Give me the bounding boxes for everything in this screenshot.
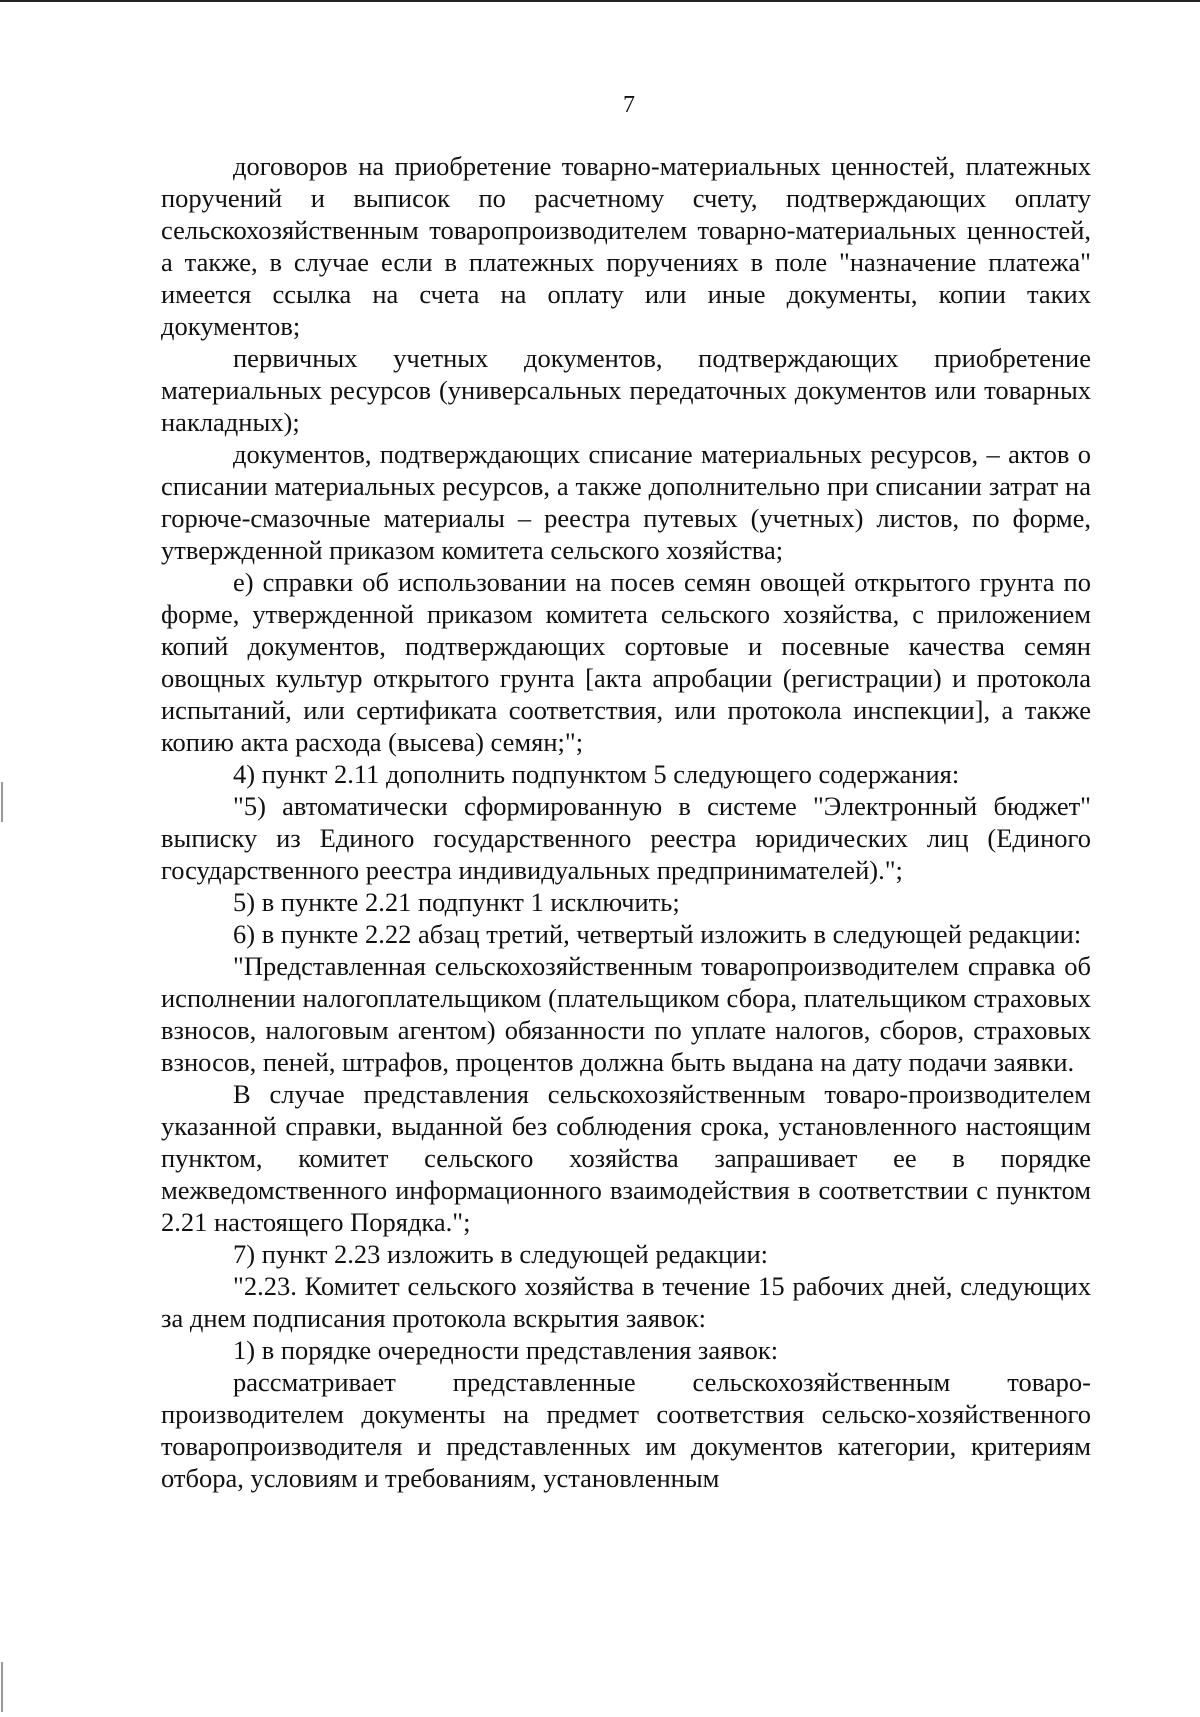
- paragraph: е) справки об использовании на посев семян овощей открытого грунта по форме, утвержденной приказом комитета сельского хозяйства, с приложением копий документов, подтверждающих сортовые и посевные качества семян овощных культур открытого грунта [акта апробации (регистрации) и протокола испытаний, или сертификата соответствия, или протокола инспекции], а также копию акта расхода (высева) семян;";: [161, 567, 1091, 757]
- paragraph: договоров на приобретение товарно-материальных ценностей, платежных поручений и выписок по расчетному счету, подтверждающих оплату сельскохозяйственным товаропроизводителем товарно-материальных ценностей, а также, в случае если в платежных поручениях в поле "назначение платежа" имеется ссылка на счета на оплату или иные документы, копии таких документов;: [161, 151, 1091, 341]
- page-number: 7: [623, 92, 635, 118]
- paragraph: "2.23. Комитет сельского хозяйства в течение 15 рабочих дней, следующих за днем подписания протокола вскрытия заявок:: [161, 1271, 1091, 1333]
- paragraph: "Представленная сельскохозяйственным товаропроизводителем справка об исполнении налогоплательщиком (плательщиком сбора, плательщиком страховых взносов, налоговым агентом) обязанности по уплате налогов, сборов, страховых взносов, пеней, штрафов, процентов должна быть выдана на дату подачи заявки.: [161, 951, 1091, 1077]
- paragraph: В случае представления сельскохозяйственным товаро-производителем указанной справки, выданной без соблюдения срока, установленного настоящим пунктом, комитет сельского хозяйства запрашивает ее в порядке межведомственного информационного взаимодействия в соответствии с пунктом 2.21 настоящего Порядка.";: [161, 1079, 1091, 1237]
- paragraph: 7) пункт 2.23 изложить в следующей редакции:: [233, 1239, 769, 1269]
- paragraph: рассматривает представленные сельскохозяйственным товаро-производителем документы на предмет соответствия сельско-хозяйственного товаропроизводителя и представленных им документов категории, критериям отбора, условиям и требованиям, установленным: [161, 1367, 1091, 1493]
- paragraph: 4) пункт 2.11 дополнить подпунктом 5 следующего содержания:: [233, 759, 960, 789]
- document-body: [161, 150, 1091, 1494]
- paragraph: документов, подтверждающих списание материальных ресурсов, – актов о списании материальных ресурсов, а также дополнительно при списании затрат на горюче-смазочные материалы – реестра путевых (учетных) листов, по форме, утвержденной приказом комитета сельского хозяйства;: [161, 439, 1091, 565]
- paragraph: "5) автоматически сформированную в системе "Электронный бюджет" выписку из Единого государственного реестра юридических лиц (Единого государственного реестра индивидуальных предпринимателей).";: [161, 791, 1091, 885]
- scan-edge-marks: [0, 2, 6, 1717]
- paragraph: первичных учетных документов, подтверждающих приобретение материальных ресурсов (универсальных передаточных документов или товарных накладных);: [161, 343, 1091, 437]
- paragraph: 5) в пункте 2.21 подпункт 1 исключить;: [233, 887, 680, 917]
- paragraph: 6) в пункте 2.22 абзац третий, четвертый изложить в следующей редакции:: [233, 919, 1082, 949]
- paragraph: 1) в порядке очередности представления заявок:: [233, 1335, 779, 1365]
